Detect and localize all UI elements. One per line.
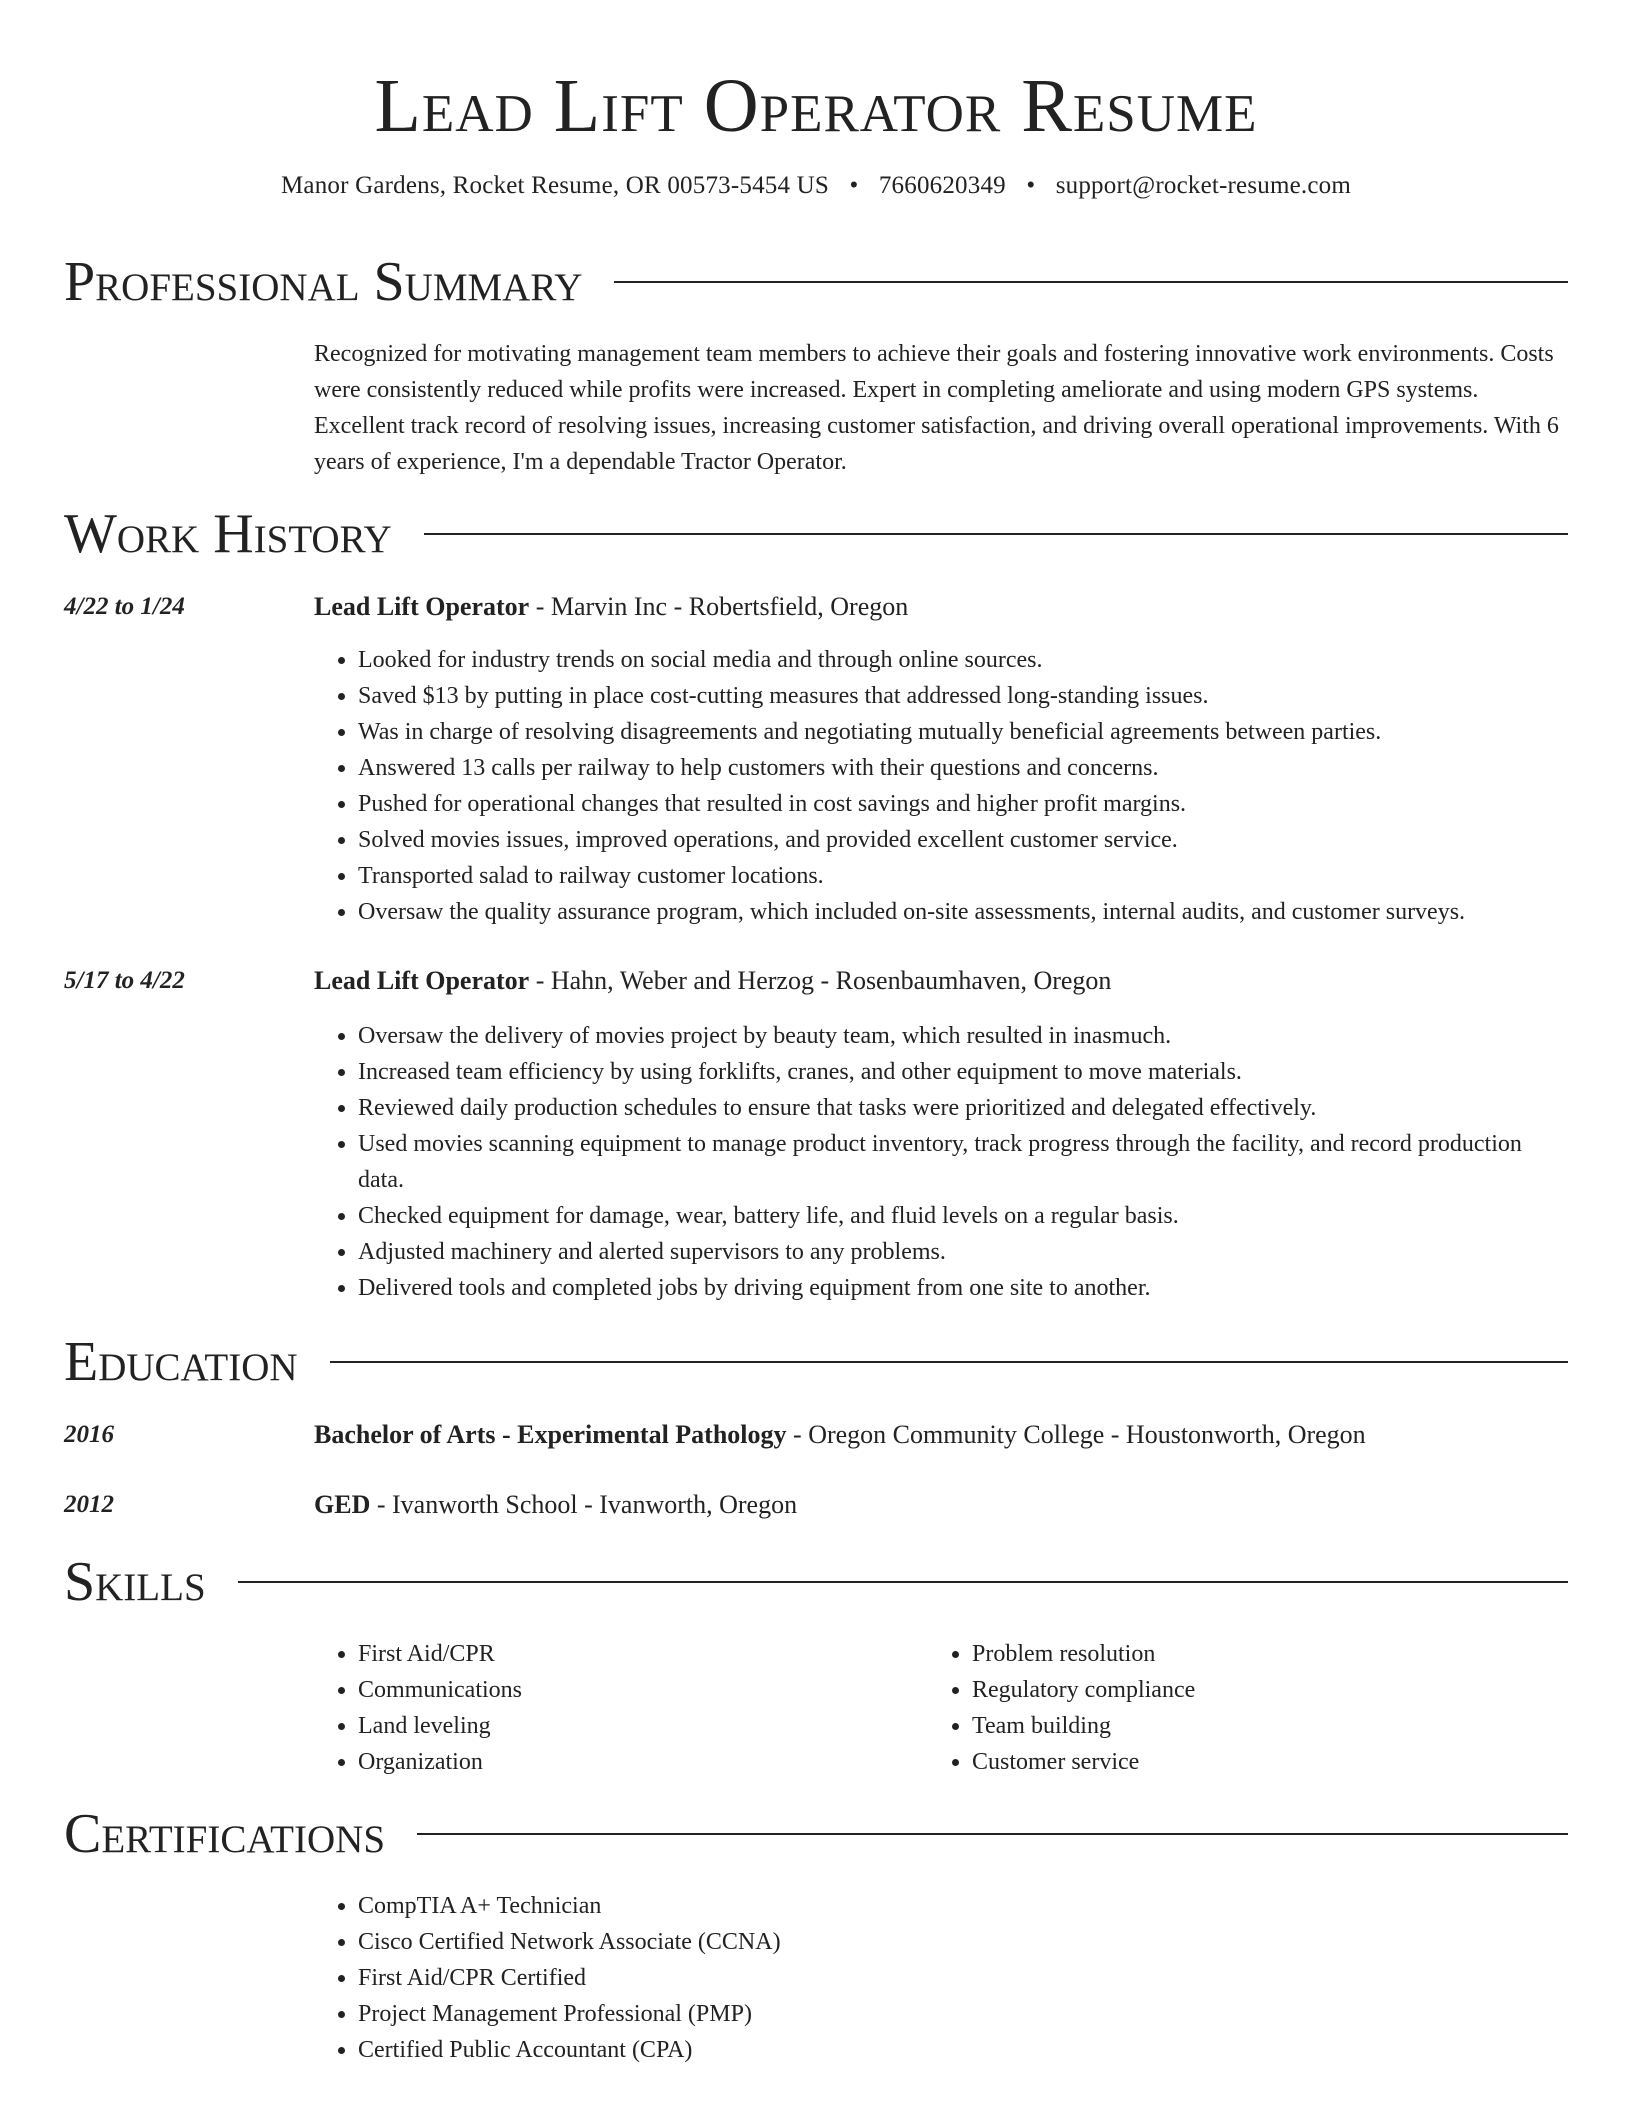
certifications-list bbox=[314, 1888, 1568, 2068]
job-role: Lead Lift Operator bbox=[314, 592, 530, 621]
education-degree: Bachelor of Arts - Experimental Pathology bbox=[314, 1420, 787, 1449]
section-divider bbox=[330, 1361, 1568, 1363]
address: Manor Gardens, Rocket Resume, OR 00573-5454 US bbox=[280, 172, 829, 199]
skill-item: • Organization bbox=[358, 1744, 928, 1780]
resume-title: Lead Lift Operator Resume bbox=[374, 64, 1258, 148]
skills-column-right bbox=[928, 1636, 1542, 1780]
section-title-summary: Professional Summary bbox=[64, 251, 583, 313]
certification-item: • First Aid/CPR Certified bbox=[358, 1960, 1568, 1996]
email: support@rocket-resume.com bbox=[1055, 172, 1352, 199]
list-item: • Reviewed daily production schedules to ensure that tasks were prioritized and delegated effectively. bbox=[358, 1090, 1568, 1126]
education-entry bbox=[64, 1488, 1568, 1522]
resume-page bbox=[64, 0, 1568, 2063]
section-header-summary bbox=[64, 250, 1568, 314]
list-item: • Answered 13 calls per railway to help customers with their questions and concerns. bbox=[358, 750, 1568, 786]
section-header-education bbox=[64, 1330, 1568, 1394]
section-divider bbox=[424, 533, 1568, 535]
list-item: • Adjusted machinery and alerted supervisors to any problems. bbox=[358, 1234, 1568, 1270]
education-degree: GED bbox=[314, 1490, 371, 1519]
certification-item: • CompTIA A+ Technician bbox=[358, 1888, 1568, 1924]
summary-block bbox=[64, 336, 1568, 480]
skill-item: • Problem resolution bbox=[972, 1636, 1542, 1672]
list-item: • Solved movies issues, improved operations, and provided excellent customer service. bbox=[358, 822, 1568, 858]
skill-item: • Team building bbox=[972, 1708, 1542, 1744]
list-item: • Increased team efficiency by using forklifts, cranes, and other equipment to move materials. bbox=[358, 1054, 1568, 1090]
skill-item: • Customer service bbox=[972, 1744, 1542, 1780]
skills-column-left bbox=[314, 1636, 928, 1780]
skill-item: • Regulatory compliance bbox=[972, 1672, 1542, 1708]
job-role: Lead Lift Operator bbox=[314, 966, 530, 995]
section-divider bbox=[417, 1833, 1568, 1835]
job-entry-header bbox=[64, 964, 1568, 998]
section-title-education: Education bbox=[64, 1331, 298, 1393]
list-item: • Used movies scanning equipment to manage product inventory, track progress through the facility, and record production data. bbox=[358, 1126, 1568, 1198]
certification-item: • Project Management Professional (PMP) bbox=[358, 1996, 1568, 2032]
contact-separator: • bbox=[1026, 172, 1036, 199]
section-header-work bbox=[64, 502, 1568, 566]
list-item: • Was in charge of resolving disagreements and negotiating mutually beneficial agreements between parties. bbox=[358, 714, 1568, 750]
phone: 7660620349 bbox=[878, 172, 1006, 199]
section-title-work: Work History bbox=[64, 503, 392, 565]
list-item: • Checked equipment for damage, wear, battery life, and fluid levels on a regular basis. bbox=[358, 1198, 1568, 1234]
contact-line bbox=[64, 170, 1568, 202]
list-item: • Saved $13 by putting in place cost-cutting measures that addressed long-standing issues. bbox=[358, 678, 1568, 714]
job-title-line bbox=[314, 590, 1568, 624]
list-item: • Oversaw the quality assurance program, which included on-site assessments, internal audits, and customer surveys. bbox=[358, 894, 1568, 930]
job-dates: 4/22 to 1/24 bbox=[64, 593, 185, 620]
job-entry-header bbox=[64, 590, 1568, 624]
job-details: - Marvin Inc - Robertsfield, Oregon bbox=[529, 592, 909, 621]
education-line bbox=[314, 1418, 1568, 1452]
education-year: 2016 bbox=[64, 1421, 114, 1448]
skill-item: • Communications bbox=[358, 1672, 928, 1708]
list-item: • Looked for industry trends on social media and through online sources. bbox=[358, 642, 1568, 678]
education-entry bbox=[64, 1418, 1568, 1452]
job-title-line bbox=[314, 964, 1568, 998]
certification-item: • Certified Public Accountant (CPA) bbox=[358, 2032, 1568, 2068]
education-year: 2012 bbox=[64, 1491, 114, 1518]
list-item: • Oversaw the delivery of movies project by beauty team, which resulted in inasmuch. bbox=[358, 1018, 1568, 1054]
contact-separator: • bbox=[849, 172, 859, 199]
skill-item: • Land leveling bbox=[358, 1708, 928, 1744]
job-dates: 5/17 to 4/22 bbox=[64, 967, 185, 994]
job-bullets bbox=[314, 1018, 1568, 1306]
section-header-certifications bbox=[64, 1802, 1568, 1866]
section-title-skills: Skills bbox=[64, 1551, 206, 1613]
certification-item: • Cisco Certified Network Associate (CCNA) bbox=[358, 1924, 1568, 1960]
section-title-certifications: Certifications bbox=[64, 1803, 386, 1865]
section-divider bbox=[614, 281, 1568, 283]
summary-text: Recognized for motivating management team members to achieve their goals and fostering innovative work environments. Costs were consistently reduced while profits were increased. Expert in completing ameliorate and using modern GPS systems. Excellent track record of resolving issues, increasing customer satisfaction, and driving overall operational improvements. With 6 years of experience, I'm a dependable Tractor Operator. bbox=[314, 341, 1559, 475]
education-details: - Oregon Community College - Houstonworth, Oregon bbox=[786, 1420, 1366, 1449]
education-line bbox=[314, 1488, 1568, 1522]
education-details: - Ivanworth School - Ivanworth, Oregon bbox=[370, 1490, 798, 1519]
section-header-skills bbox=[64, 1550, 1568, 1614]
job-details: - Hahn, Weber and Herzog - Rosenbaumhaven, Oregon bbox=[529, 966, 1112, 995]
job-bullets bbox=[314, 642, 1568, 930]
skill-item: • First Aid/CPR bbox=[358, 1636, 928, 1672]
skills-block bbox=[64, 1636, 1568, 1780]
section-divider bbox=[238, 1581, 1568, 1583]
list-item: • Pushed for operational changes that resulted in cost savings and higher profit margins. bbox=[358, 786, 1568, 822]
list-item: • Transported salad to railway customer locations. bbox=[358, 858, 1568, 894]
list-item: • Delivered tools and completed jobs by driving equipment from one site to another. bbox=[358, 1270, 1568, 1306]
